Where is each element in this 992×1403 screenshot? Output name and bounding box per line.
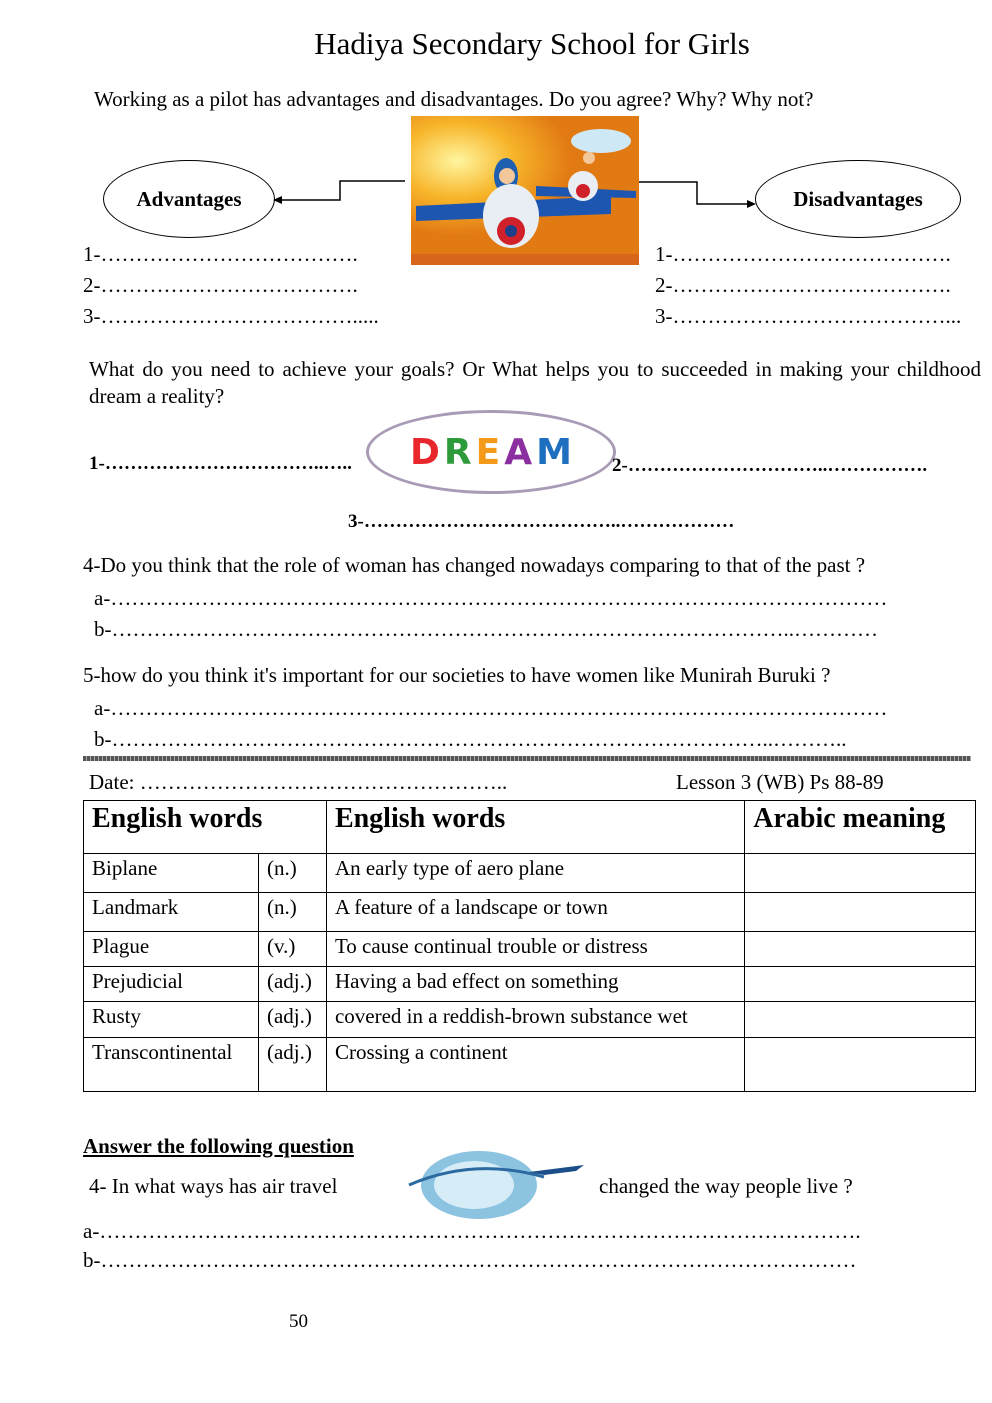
vocabulary-table [83,800,976,1092]
table-row [84,893,976,932]
cell-part-of-speech: (n.) [258,893,326,932]
dream-letter: R [443,431,472,473]
air-answer-a[interactable]: a-………………………………………………………………………………………………. [83,1219,861,1243]
disadvantage-line-3[interactable]: 3-…………………………………... [655,304,962,328]
air-question-part2: changed the way people live ? [599,1174,853,1198]
cell-arabic-meaning[interactable] [745,932,976,967]
table-row [84,1038,976,1092]
cell-word: Landmark [84,893,259,932]
goals-question: What do you need to achieve your goals? Or What helps you to succeeded in making your childhood dream a reality? [89,357,981,408]
answer-heading: Answer the following question [83,1134,354,1158]
globe-plane-image [404,1137,590,1227]
lesson-label: Lesson 3 (WB) Ps 88-89 [676,770,884,794]
dream-letter: E [475,431,501,473]
dream-image [366,410,616,494]
cell-arabic-meaning[interactable] [745,967,976,1002]
advantage-line-1[interactable]: 1-………………………………. [83,242,358,266]
question-5: 5-how do you think it's important for our societies to have women like Munirah Buruki ? [83,663,831,687]
cell-arabic-meaning[interactable] [745,1002,976,1038]
header-english-words: English words [84,801,327,854]
header-english-definition: English words [326,801,744,854]
dream-line-3[interactable]: 3-…………………………………..……………… [348,511,735,532]
section-divider [83,756,971,761]
q5-answer-a[interactable]: a-………………………………………………………………………………………………… [94,696,888,720]
q5-answer-b[interactable]: b-…………………………………………………………………………………..……….. [94,727,847,751]
cell-word: Transcontinental [84,1038,259,1092]
school-title: Hadiya Secondary School for Girls [314,26,750,61]
cell-part-of-speech: (n.) [258,854,326,893]
dream-word [408,432,574,473]
disadvantage-line-2[interactable]: 2-…………………………………. [655,273,951,297]
cell-word: Biplane [84,854,259,893]
table-header-row [84,801,976,854]
cell-definition: To cause continual trouble or distress [326,932,744,967]
pilot-plane-image [411,116,639,265]
question-4: 4-Do you think that the role of woman has changed nowadays comparing to that of the past ? [83,553,866,577]
dream-letter: A [504,431,533,473]
dream-line-2[interactable]: 2-…………………………..……………. [612,455,928,476]
cell-word: Prejudicial [84,967,259,1002]
dream-letter: D [410,431,440,473]
cell-definition: covered in a reddish-brown substance wet [326,1002,744,1038]
q4-answer-a[interactable]: a-………………………………………………………………………………………………… [94,586,888,610]
table-row [84,854,976,893]
cell-arabic-meaning[interactable] [745,893,976,932]
cell-definition: An early type of aero plane [326,854,744,893]
cell-definition: Crossing a continent [326,1038,744,1092]
advantage-line-3[interactable]: 3-………………………………..... [83,304,379,328]
header-arabic-meaning: Arabic meaning [745,801,976,854]
cell-arabic-meaning[interactable] [745,854,976,893]
disadvantages-oval [755,160,961,238]
dream-line-1[interactable]: 1-……………………………..….. [89,453,352,474]
air-question-part1: 4- In what ways has air travel [89,1174,338,1198]
pilot-question: Working as a pilot has advantages and disadvantages. Do you agree? Why? Why not? [94,87,814,111]
advantage-line-2[interactable]: 2-………………………………. [83,273,358,297]
cell-definition: A feature of a landscape or town [326,893,744,932]
page-number: 50 [289,1311,308,1332]
table-row [84,1002,976,1038]
table-row [84,967,976,1002]
dream-letter: M [536,431,572,473]
q4-answer-b[interactable]: b-……………………………………………………………………………………..………… [94,617,878,641]
advantages-label: Advantages [136,186,242,211]
cell-definition: Having a bad effect on something [326,967,744,1002]
cell-word: Plague [84,932,259,967]
cell-word: Rusty [84,1002,259,1038]
cell-part-of-speech: (adj.) [258,967,326,1002]
cell-arabic-meaning[interactable] [745,1038,976,1092]
cell-part-of-speech: (adj.) [258,1002,326,1038]
disadvantages-label: Disadvantages [793,186,923,211]
cell-part-of-speech: (v.) [258,932,326,967]
advantages-oval [103,160,275,238]
date-line[interactable]: Date: …………………………………………….. [89,770,508,794]
air-answer-b[interactable]: b-……………………………………………………………………………………………… [83,1248,857,1272]
table-row [84,932,976,967]
disadvantage-line-1[interactable]: 1-…………………………………. [655,242,951,266]
cell-part-of-speech: (adj.) [258,1038,326,1092]
